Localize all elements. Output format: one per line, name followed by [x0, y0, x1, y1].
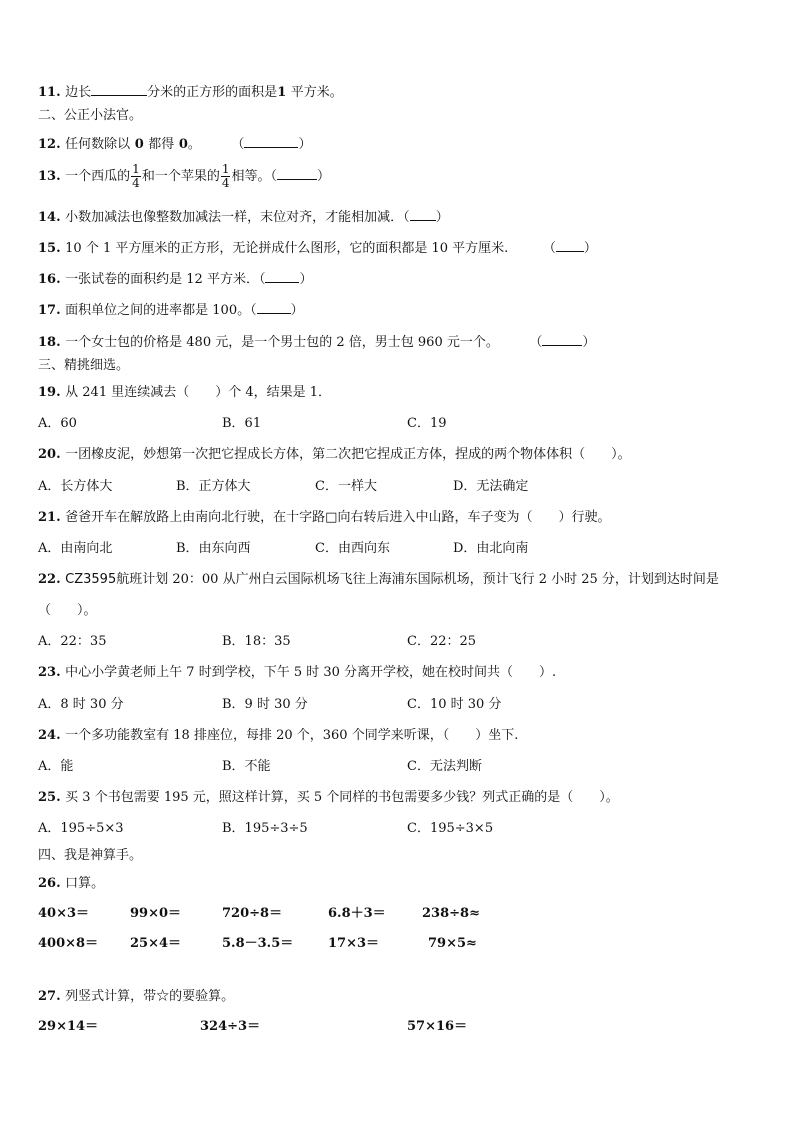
question-number: 27.	[38, 989, 61, 1004]
question-22	[38, 572, 719, 588]
paren: ）	[290, 303, 304, 318]
calc-item: 5.8－3.5＝	[222, 936, 294, 951]
question-text: 和一个苹果的	[141, 169, 220, 184]
question-19	[38, 385, 331, 401]
answer-blank[interactable]	[265, 270, 299, 283]
question-text: 一团橡皮泥，妙想第一次把它捏成长方体，第二次把它捏成正方体，捏成的两个物体体积（ ）。	[65, 447, 631, 462]
denominator: 4	[132, 176, 140, 190]
question-text: 航班计划 20：00 从广州白云国际机场飞往上海浦东国际机场，预计飞行 2 小时 25 分，计划到达时间是	[116, 572, 719, 587]
paren: ）	[435, 210, 449, 225]
calc-item: 238÷8≈	[422, 906, 480, 921]
value: 0	[178, 137, 188, 152]
paren: ）	[298, 137, 312, 152]
answer-blank[interactable]	[257, 301, 291, 314]
answer-blank[interactable]	[410, 208, 436, 221]
calc-item: 40×3＝	[38, 906, 90, 921]
question-11	[38, 83, 343, 101]
option-c[interactable]: C．19	[407, 416, 447, 431]
option-c[interactable]: C．由西向东	[315, 541, 390, 556]
option-c[interactable]: C．无法判断	[407, 759, 482, 774]
question-number: 20.	[38, 447, 61, 462]
question-number: 16.	[38, 272, 61, 287]
section-2-heading: 二、公正小法官。	[38, 108, 143, 123]
question-text: 任何数除以	[65, 137, 131, 152]
paren: ）	[317, 169, 331, 184]
question-text: （ ）。	[38, 603, 97, 618]
answer-blank[interactable]	[542, 333, 582, 346]
question-number: 25.	[38, 790, 61, 805]
question-text: 10 个 1 平方厘米的正方形，无论拼成什么图形，它的面积都是 10 平方厘米.	[65, 241, 509, 256]
question-number: 15.	[38, 241, 61, 256]
question-text: 买 3 个书包需要 195 元，照这样计算，买 5 个同样的书包需要多少钱？列式正确的是（ ）。	[65, 790, 619, 805]
flight-code: CZ3595	[65, 572, 117, 587]
option-a[interactable]: A．8 时 30 分	[38, 697, 124, 712]
option-d[interactable]: D．由北向南	[453, 541, 529, 556]
question-text: 一个女士包的价格是 480 元，是一个男士包的 2 倍，男士包 960 元一个。	[65, 335, 499, 350]
calc-item: 99×0＝	[130, 906, 182, 921]
paren: ）	[582, 335, 596, 350]
calc-item: 17×3＝	[328, 936, 380, 951]
question-text: 从 241 里连续减去（ ）个 4，结果是 1．	[65, 385, 332, 400]
question-20	[38, 447, 631, 463]
question-16	[38, 270, 313, 288]
option-b[interactable]: B．195÷3÷5	[222, 821, 308, 836]
calc-item: 6.8＋3＝	[328, 906, 386, 921]
question-text: 分米的正方形的面积是	[147, 85, 278, 100]
option-b[interactable]: B．18：35	[222, 634, 291, 649]
question-17	[38, 301, 304, 319]
option-a[interactable]: A．由南向北	[38, 541, 113, 556]
question-text: 相等。	[231, 169, 271, 184]
question-number: 22.	[38, 572, 61, 587]
option-a[interactable]: A．195÷5×3	[38, 821, 124, 836]
answer-blank[interactable]	[244, 135, 298, 148]
question-text: 面积单位之间的进率都是 100。	[65, 303, 251, 318]
question-15	[38, 239, 597, 257]
answer-blank[interactable]	[91, 83, 147, 96]
question-text: 一个多功能教室有 18 排座位，每排 20 个，360 个同学来听课，（ ）坐下.	[65, 728, 519, 743]
option-b[interactable]: B．不能	[222, 759, 271, 774]
question-number: 21.	[38, 510, 61, 525]
answer-blank[interactable]	[277, 167, 317, 180]
option-c[interactable]: C．一样大	[315, 479, 377, 494]
unit: 平方米。	[290, 85, 343, 100]
question-27	[38, 989, 234, 1005]
question-number: 19.	[38, 385, 61, 400]
section-4-heading: 四、我是神算手。	[38, 848, 143, 863]
question-number: 17.	[38, 303, 61, 318]
question-number: 24.	[38, 728, 61, 743]
question-number: 26.	[38, 876, 61, 891]
answer-blank[interactable]	[556, 239, 584, 252]
question-text: 一张试卷的面积约是 12 平方米．	[65, 272, 259, 287]
question-number: 14.	[38, 210, 61, 225]
paren: （	[270, 169, 277, 184]
calc-item: 79×5≈	[428, 936, 477, 951]
question-number: 11.	[38, 85, 61, 100]
option-a[interactable]: A．22：35	[38, 634, 107, 649]
paren: （	[529, 335, 543, 350]
fraction	[221, 163, 231, 190]
calc-item: 25×4＝	[130, 936, 182, 951]
calc-item: 400×8＝	[38, 936, 99, 951]
option-a[interactable]: A．长方体大	[38, 479, 113, 494]
question-text: 小数加减法也像整数加减法一样，末位对齐，才能相加减．	[65, 210, 404, 225]
option-b[interactable]: B．61	[222, 416, 262, 431]
value: 1	[277, 85, 287, 100]
question-12	[38, 135, 311, 153]
calc-item: 324÷3＝	[200, 1019, 261, 1034]
paren: （	[258, 272, 266, 287]
question-26	[38, 876, 104, 892]
question-22-line2	[38, 603, 97, 619]
question-number: 18.	[38, 335, 61, 350]
denominator: 4	[221, 176, 230, 190]
option-a[interactable]: A．能	[38, 759, 74, 774]
question-18	[38, 333, 595, 351]
calc-item: 57×16＝	[407, 1019, 468, 1034]
question-text: 都得	[148, 137, 175, 152]
question-text: 列竖式计算，带☆的要验算。	[65, 989, 235, 1004]
question-21	[38, 510, 610, 526]
numerator: 1	[221, 162, 230, 176]
option-b[interactable]: B．由东向西	[176, 541, 251, 556]
calc-item: 720÷8＝	[222, 906, 283, 921]
paren: ）	[299, 272, 313, 287]
paren: （	[403, 210, 410, 225]
punct: 。	[187, 137, 201, 152]
paren: ）	[583, 241, 597, 256]
question-text: 边长	[65, 85, 92, 100]
option-c[interactable]: C．22：25	[407, 634, 477, 649]
numerator: 1	[132, 162, 140, 176]
paren: （	[542, 241, 556, 256]
value: 0	[134, 137, 144, 152]
question-number: 23.	[38, 665, 61, 680]
question-text: 口算。	[65, 876, 105, 891]
option-b[interactable]: B．正方体大	[176, 479, 251, 494]
question-number: 13.	[38, 169, 61, 184]
question-23	[38, 665, 556, 681]
calc-item: 29×14＝	[38, 1019, 99, 1034]
question-25	[38, 790, 619, 806]
option-d[interactable]: D．无法确定	[453, 479, 529, 494]
question-13	[38, 163, 330, 190]
fraction	[131, 163, 141, 190]
paren: （	[231, 137, 245, 152]
paren: （	[250, 303, 257, 318]
question-text: 一个西瓜的	[65, 169, 131, 184]
question-number: 12.	[38, 137, 61, 152]
question-14	[38, 208, 449, 226]
option-c[interactable]: C．10 时 30 分	[407, 697, 502, 712]
question-text: 中心小学黄老师上午 7 时到学校，下午 5 时 30 分离开学校，她在校时间共（ ）.	[65, 665, 557, 680]
question-text: 爸爸开车在解放路上由南向北行驶，在十字路□向右转后进入中山路，车子变为（ ）行驶。	[65, 510, 611, 525]
section-3-heading: 三、精挑细选。	[38, 358, 130, 373]
option-a[interactable]: A．60	[38, 416, 77, 431]
question-24	[38, 728, 518, 744]
option-c[interactable]: C．195÷3×5	[407, 821, 494, 836]
option-b[interactable]: B．9 时 30 分	[222, 697, 308, 712]
